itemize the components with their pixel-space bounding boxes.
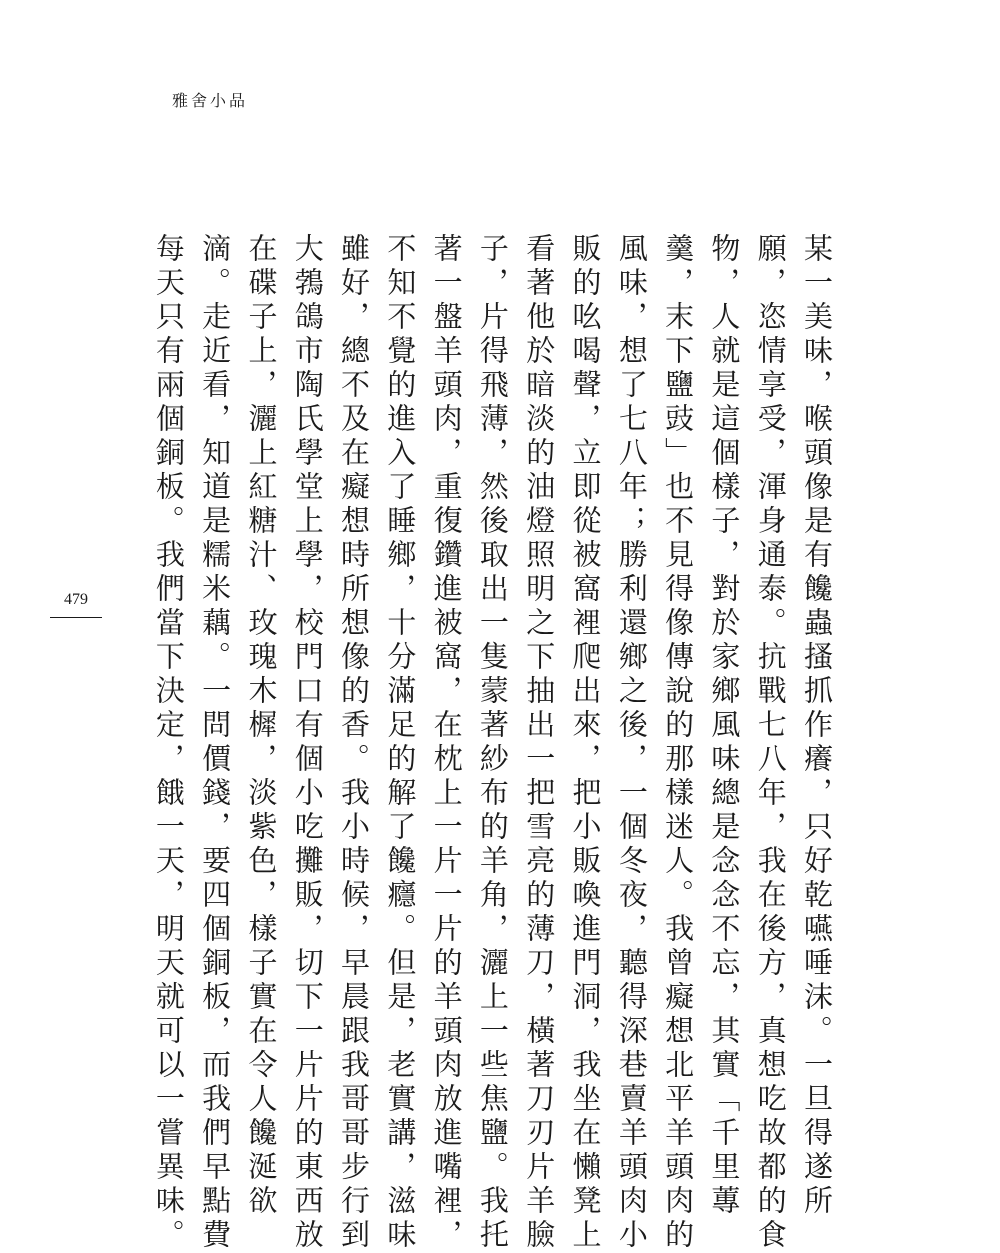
text-column: 願，恣情享受，渾身通泰。抗戰七八年，我在後方，真想吃故都的食	[753, 233, 788, 1253]
text-column: 看著他於暗淡的油燈照明之下抽出一把雪亮的薄刀，橫著刀刃片羊臉	[522, 233, 557, 1253]
body-text	[151, 233, 840, 1253]
text-column: 雖好，總不及在癡想時所想像的香。我小時候，早晨跟我哥哥步行到	[337, 233, 372, 1253]
text-column: 風味，想了七八年；勝利還鄉之後，一個冬夜，聽得深巷賣羊頭肉小	[614, 233, 649, 1253]
page-number-rule	[50, 617, 102, 618]
page-number: 479	[64, 591, 88, 608]
text-column: 滴。走近看，知道是糯米藕。一問價錢，要四個銅板，而我們早點費	[198, 233, 233, 1253]
running-header: 雅舍小品	[172, 91, 249, 110]
text-column: 在碟子上，灑上紅糖汁、玫瑰木樨，淡紫色，樣子實在令人饞涎欲	[244, 233, 279, 1219]
text-column: 大鵓鴿市陶氏學堂上學，校門口有個小吃攤販，切下一片片的東西放	[290, 233, 325, 1253]
text-column: 子，片得飛薄，然後取出一隻蒙著紗布的羊角，灑上一些焦鹽。我托	[475, 233, 510, 1253]
text-column: 不知不覺的進入了睡鄉，十分滿足的解了饞癮。但是，老實講，滋味	[383, 233, 418, 1253]
text-column: 販的吆喝聲，立即從被窩裡爬出來，把小販喚進門洞，我坐在懶凳上	[568, 233, 603, 1253]
text-column: 某一美味，喉頭像是有饞蟲搔抓作癢，只好乾嚥唾沫。一旦得遂所	[800, 233, 834, 1219]
text-column: 著一盤羊頭肉，重復鑽進被窩，在枕上一片一片的羊頭肉放進嘴裡，	[429, 233, 464, 1253]
text-column: 物，人就是這個樣子，對於家鄉風味總是念念不忘，其實「千里蓴	[707, 233, 742, 1219]
text-column: 每天只有兩個銅板。我們當下決定，餓一天，明天就可以一嘗異味。	[151, 233, 186, 1253]
text-column: 羹，末下鹽豉」也不見得像傳說的那樣迷人。我曾癡想北平羊頭肉的	[661, 233, 696, 1253]
